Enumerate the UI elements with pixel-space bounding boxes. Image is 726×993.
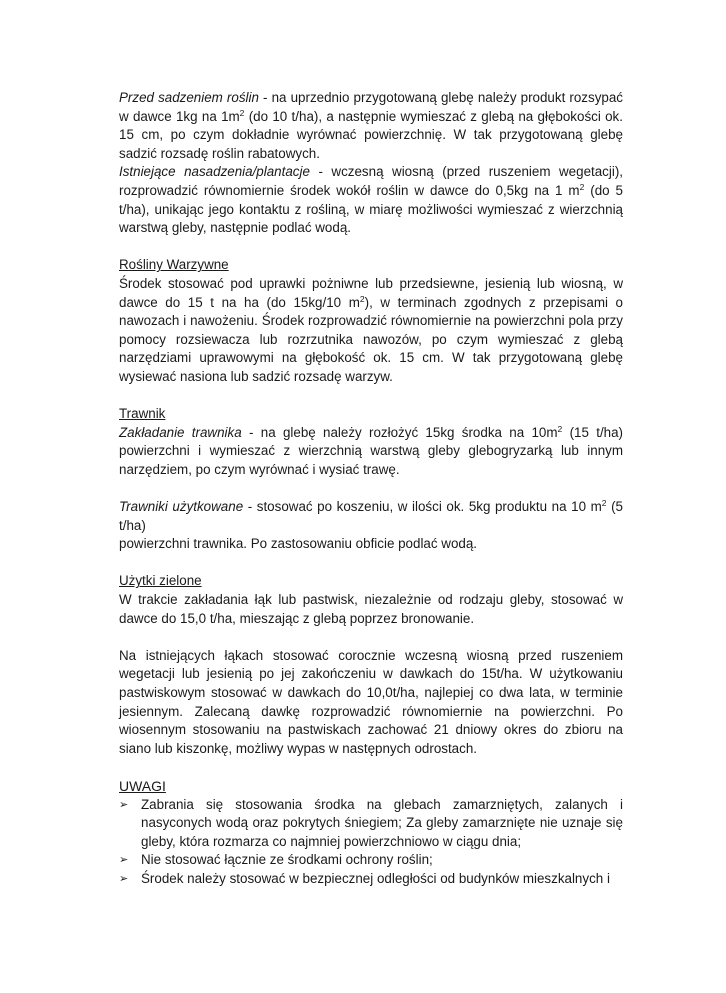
arrow-bullet-icon: ➢ xyxy=(119,854,129,867)
paragraph-lawn-used: Trawniki użytkowane - stosować po koszeniu, w ilości ok. 5kg produktu na 10 $m^2$ (5 t/ha) xyxy=(119,498,623,533)
lead-existing-plantings: Istniejące nasadzenia/plantacje xyxy=(119,164,310,180)
document-page xyxy=(119,89,623,889)
list-item: ➢ Środek należy stosować w bezpiecznej odległości od budynków mieszkalnych i xyxy=(119,870,623,889)
paragraph-vegetables: Środek stosować pod uprawki pożniwne lub przedsiewne, jesienią lub wiosną, w dawce do 15 t na ha (do 15kg/10 $m^2$), w terminach zgodnych z przepisami o nawozach i nawożeniu. Środek rozprowadzić równomiernie na powierzchni pola przy pomocy rozsiewacza lub rozrzutnika nawozów, po czym wymieszać z glebą narzędziami uprawowymi na głębokość ok. 15 cm. W tak przygotowaną glebę wysiewać nasiona lub sadzić rozsadę warzyw. xyxy=(119,275,623,384)
list-item: ➢ Nie stosować łącznie ze środkami ochrony roślin; xyxy=(119,851,623,870)
paragraph-grasslands-existing: Na istniejących łąkach stosować corocznie wczesną wiosną przed ruszeniem wegetacji lub jesienią po jej zakończeniu w dawkach do 15t/ha. W użytkowaniu pastwiskowym stosować w dawkach do 10,0t/ha, najlepiej co dwa lata, w terminie jesiennym. Zalecaną dawkę rozprowadzić równomiernie na powierzchni. Po wiosennym stosowaniu na pastwiskach zachować 21 dniowy okres do zbioru na siano lub kiszonkę, możliwy wypas w następnych odrostach. xyxy=(119,647,623,756)
arrow-bullet-icon: ➢ xyxy=(119,872,129,885)
paragraph-lawn-used-continued: powierzchni trawnika. Po zastosowaniu obficie podlać wodą. xyxy=(119,536,478,552)
arrow-bullet-icon: ➢ xyxy=(119,798,129,811)
lead-lawn-used: Trawniki użytkowane xyxy=(119,499,244,515)
heading-vegetables: Rośliny Warzywne xyxy=(119,257,229,273)
list-item: ➢ Zabrania się stosowania środka na glebach zamarzniętych, zalanych i nasyconych wodą oraz pokrytych śniegiem; Za gleby zamarznięte nie uznaje się gleby, która rozmarza co najmniej powierzchniowo w ciągu dnia; xyxy=(119,796,623,849)
heading-grasslands: Użytki zielone xyxy=(119,573,202,589)
lead-lawn-establishment: Zakładanie trawnika xyxy=(119,424,242,440)
notes-list xyxy=(119,796,623,889)
lead-before-planting: Przed sadzeniem roślin xyxy=(119,90,259,105)
heading-lawn: Trawnik xyxy=(119,406,166,422)
heading-notes: UWAGI xyxy=(119,777,166,794)
paragraph-grasslands-establishment: W trakcie zakładania łąk lub pastwisk, niezależnie od rodzaju gleby, stosować w dawce do 15,0 t/ha, mieszając z glebą poprzez bronowanie. xyxy=(119,592,623,626)
paragraph-before-planting: Przed sadzeniem roślin - na uprzednio przygotowaną glebę należy produkt rozsypać w dawce 1kg na $1m^2$ (do 10 t/ha), a następnie wymieszać z glebą na głębokości ok. 15 cm, po czym dokładnie wyrównać powierzchnię. W tak przygotowaną glebę sadzić rozsadę roślin rabatowych. xyxy=(119,90,623,161)
paragraph-existing-plantings: Istniejące nasadzenia/plantacje - wczesną wiosną (przed ruszeniem wegetacji), rozprowadzić równomiernie środek wokół roślin w dawce do 0,5kg na 1 $m^2$ (do 5 t/ha), unikając jego kontaktu z rośliną, w miarę możliwości wymieszać z wierzchnią warstwą gleby, następnie podlać wodą. xyxy=(119,164,624,236)
paragraph-lawn-establishment: Zakładanie trawnika - na glebę należy rozłożyć 15kg środka na $10m^2$ (15 t/ha) powierzchni i wymieszać z wierzchnią warstwą gleby glebogryzarką lub innym narzędziem, po czym wyrównać i wysiać trawę. xyxy=(119,423,624,477)
